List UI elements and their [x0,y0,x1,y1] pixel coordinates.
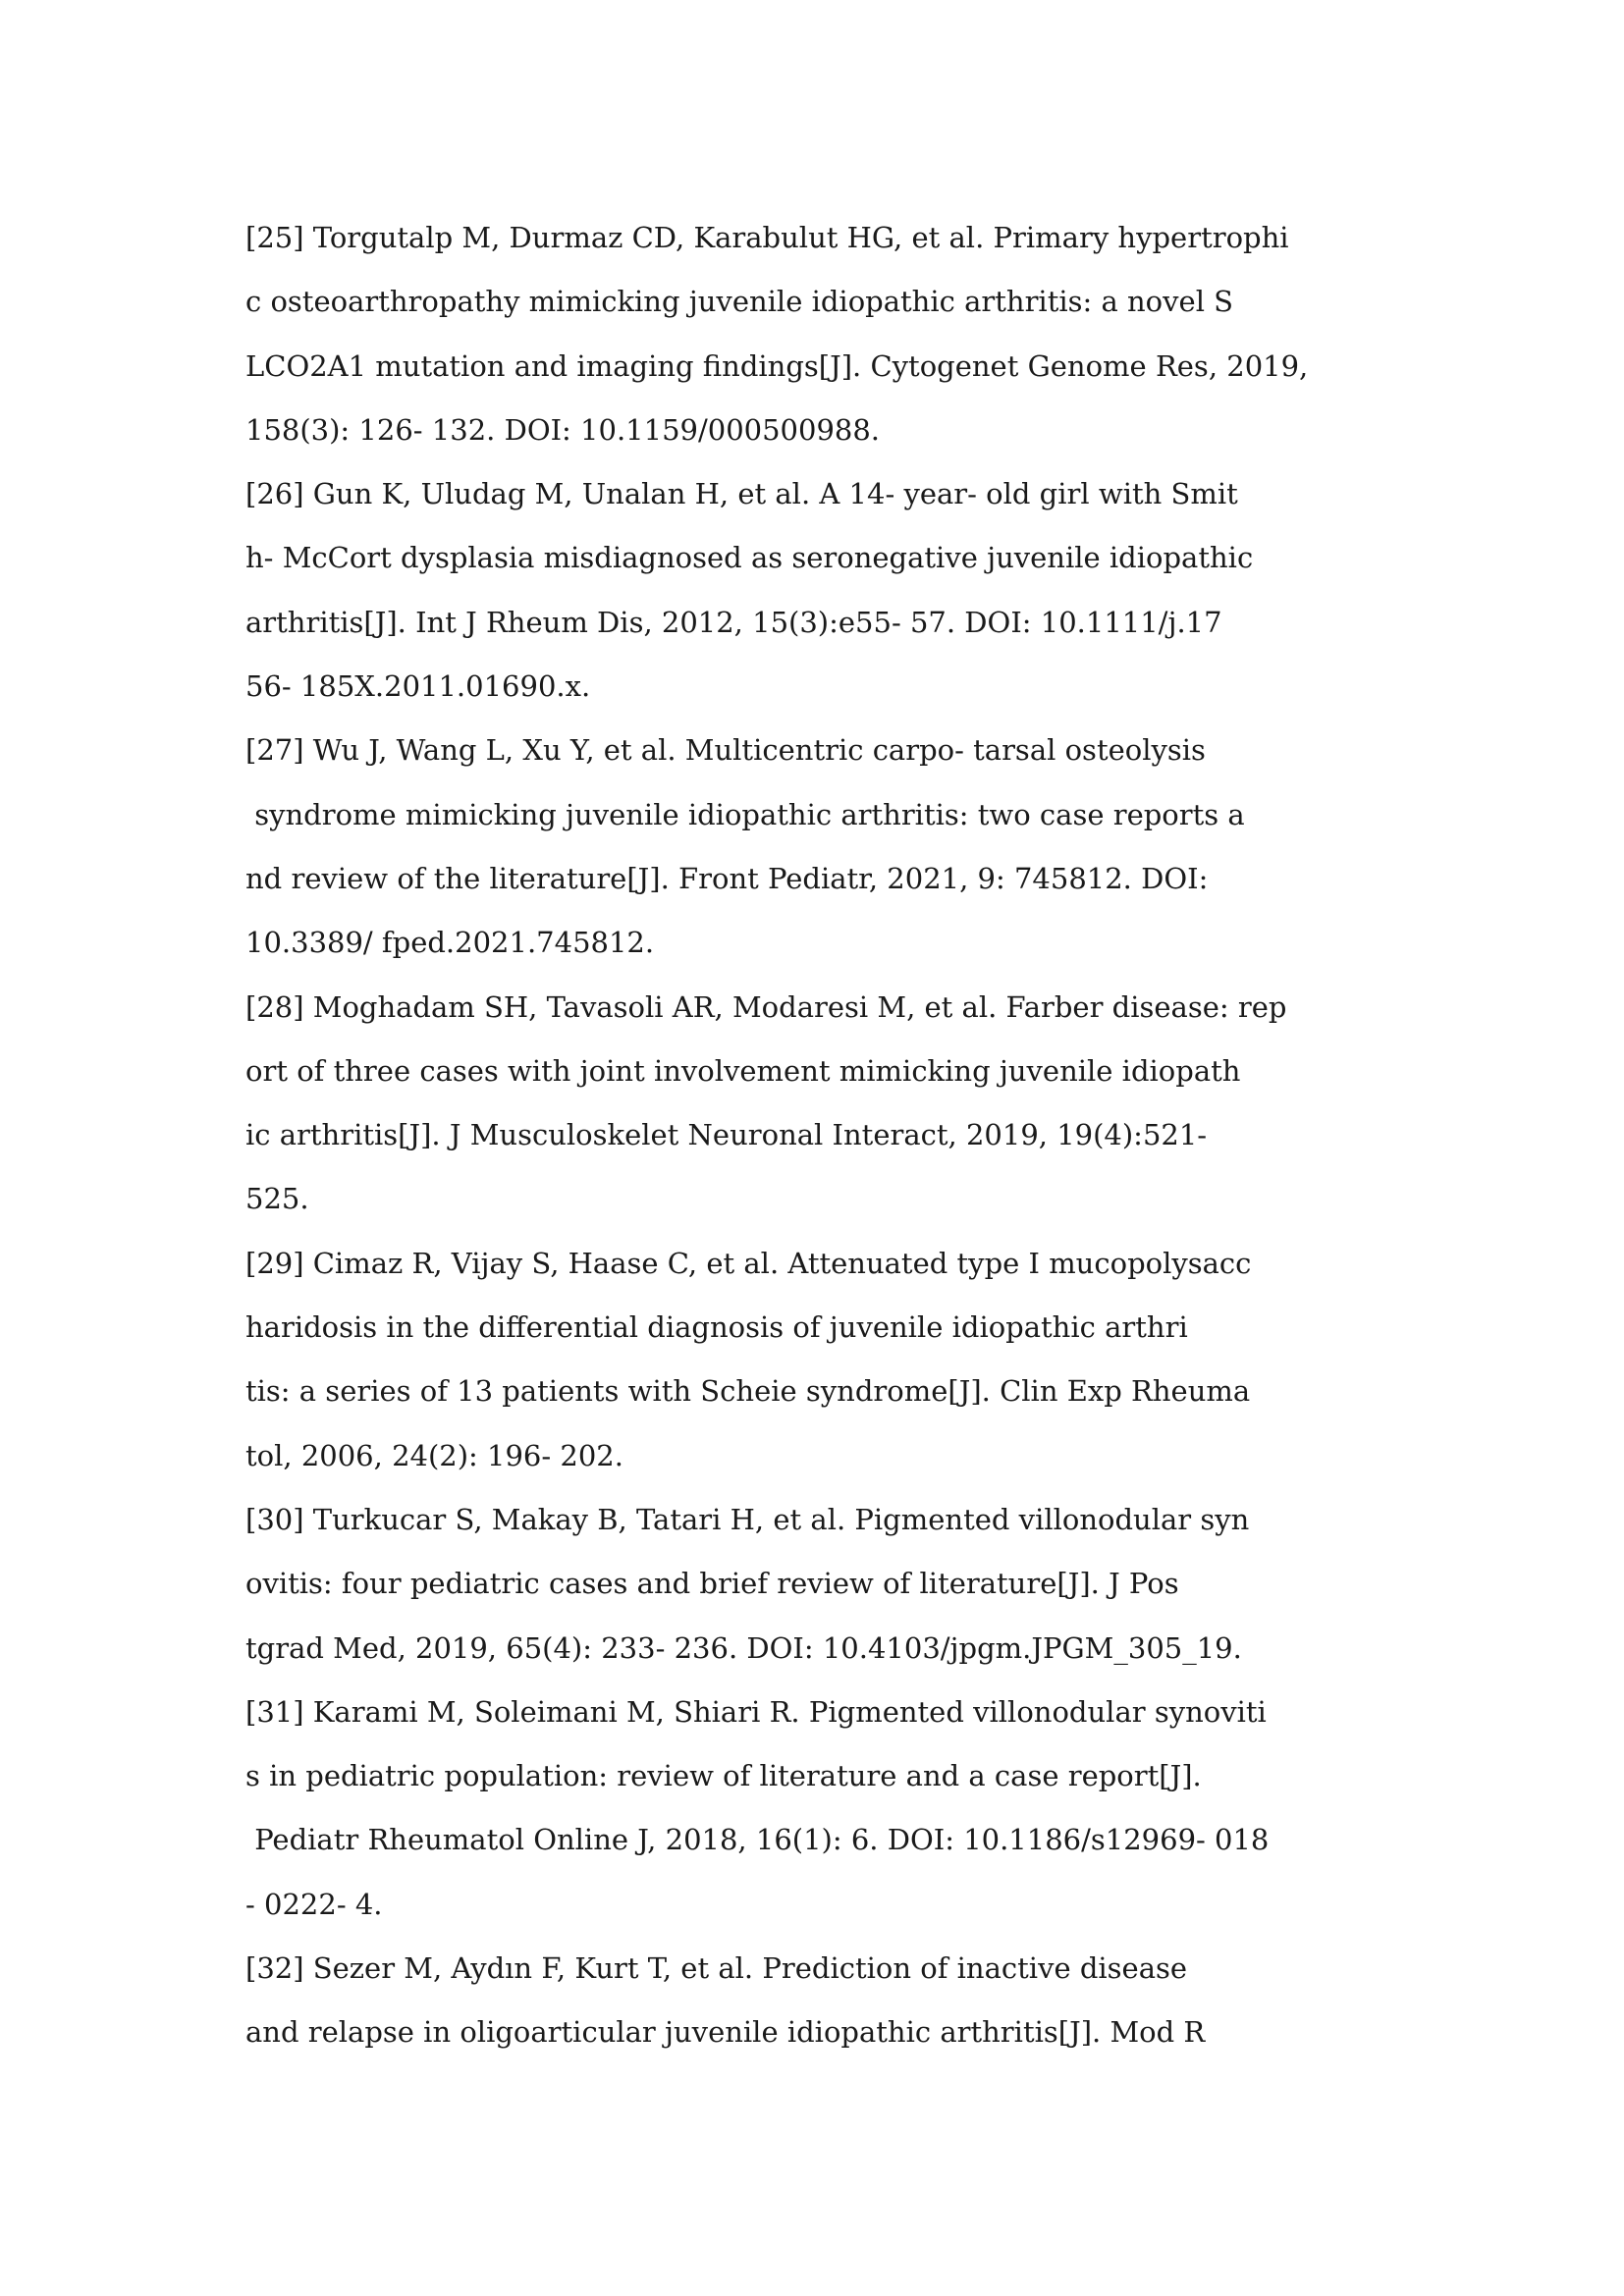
reference-line: tis: a series of 13 patients with Scheie syndrome[J]. Clin Exp Rheuma [245,1374,1251,1409]
reference-line: [31] Karami M, Soleimani M, Shiari R. Pigmented villonodular synoviti [245,1694,1267,1729]
reference-line: ort of three cases with joint involvement mimicking juvenile idiopath [245,1053,1241,1088]
reference-25 [245,206,1384,462]
reference-32 [245,1937,1384,2065]
reference-line: tol, 2006, 24(2): 196- 202. [245,1438,623,1472]
reference-line: haridosis in the differential diagnosis of juvenile idiopathic arthri [245,1310,1188,1345]
reference-line: [32] Sezer M, Aydın F, Kurt T, et al. Prediction of inactive disease [245,1951,1188,1986]
reference-line: [29] Cimaz R, Vijay S, Haase C, et al. Attenuated type I mucopolysacc [245,1246,1252,1280]
reference-line: [26] Gun K, Uludag M, Unalan H, et al. A 14- year- old girl with Smit [245,477,1238,511]
reference-27 [245,719,1384,975]
reference-line: h- McCort dysplasia misdiagnosed as seronegative juvenile idiopathic [245,541,1254,575]
reference-26 [245,462,1384,719]
reference-line: - 0222- 4. [245,1887,383,1921]
reference-line: tgrad Med, 2019, 65(4): 233- 236. DOI: 10.4103/jpgm.JPGM_305_19. [245,1630,1242,1665]
reference-28 [245,976,1384,1232]
reference-line: c osteoarthropathy mimicking juvenile idiopathic arthritis: a novel S [245,285,1234,319]
reference-line: ovitis: four pediatric cases and brief review of literature[J]. J Pos [245,1567,1179,1601]
reference-29 [245,1232,1384,1488]
reference-line: syndrome mimicking juvenile idiopathic arthritis: two case reports a [245,797,1245,831]
reference-line: ic arthritis[J]. J Musculoskelet Neuronal Interact, 2019, 19(4):521- [245,1118,1208,1152]
reference-list [245,206,1384,2065]
reference-line: [27] Wu J, Wang L, Xu Y, et al. Multicentric carpo- tarsal osteolysis [245,733,1206,768]
reference-line: 525. [245,1182,309,1216]
reference-31 [245,1681,1384,1937]
reference-line: [28] Moghadam SH, Tavasoli AR, Modaresi M, et al. Farber disease: rep [245,989,1287,1024]
reference-line: 10.3389/ fped.2021.745812. [245,926,655,960]
reference-line: and relapse in oligoarticular juvenile idiopathic arthritis[J]. Mod R [245,2015,1206,2050]
reference-line: 56- 185X.2011.01690.x. [245,669,591,704]
reference-line: [25] Torgutalp M, Durmaz CD, Karabulut HG, et al. Primary hypertrophi [245,221,1289,254]
reference-30 [245,1488,1384,1681]
reference-line: [30] Turkucar S, Makay B, Tatari H, et al. Pigmented villonodular syn [245,1502,1250,1536]
reference-line: LCO2A1 mutation and imaging findings[J]. Cytogenet Genome Res, 2019, [245,348,1309,383]
reference-line: arthritis[J]. Int J Rheum Dis, 2012, 15(3):e55- 57. DOI: 10.1111/j.17 [245,605,1222,639]
reference-line: 158(3): 126- 132. DOI: 10.1159/000500988. [245,412,881,447]
reference-line: nd review of the literature[J]. Front Pediatr, 2021, 9: 745812. DOI: [245,861,1209,895]
reference-line: Pediatr Rheumatol Online J, 2018, 16(1): 6. DOI: 10.1186/s12969- 018 [245,1823,1270,1857]
reference-line: s in pediatric population: review of literature and a case report[J]. [245,1759,1202,1793]
